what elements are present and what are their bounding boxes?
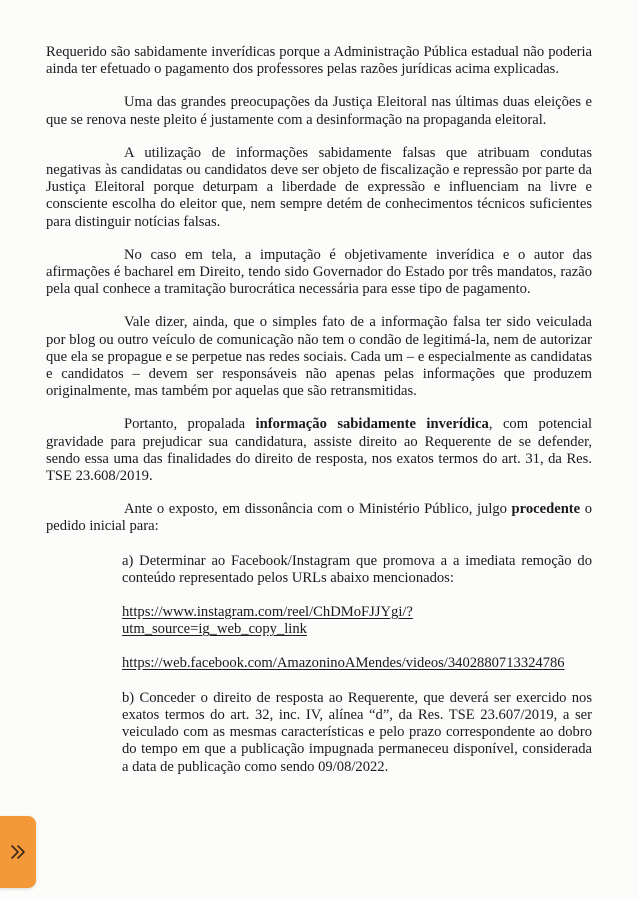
instagram-link-block (122, 604, 592, 638)
paragraph-6 (46, 416, 592, 485)
paragraph-2: Uma das grandes preocupações da Justiça Eleitoral nas últimas duas eleições e que se renova neste pleito é justamente com a desinformação na propaganda eleitoral. (46, 94, 592, 128)
paragraph-3: A utilização de informações sabidamente falsas que atribuam condutas negativas às candidatas ou candidatos deve ser objeto de fiscalização e repressão por parte da Justiça Eleitoral porque deturpam a liberdade de expressão e influenciam na livre e consciente escolha do eleitor que, nem sempre detém de conhecimentos técnicos suficientes para distinguir notícias falsas. (46, 144, 592, 230)
paragraph-6-text-end: , com potencial gravidade para prejudicar sua candidatura, assiste direito ao Requerente de se defender, sendo essa uma das finalidades do direito de resposta, nos exatos termos do art. 31, da Res. TSE 23.608/2019. (46, 416, 593, 485)
paragraph-7 (46, 501, 592, 535)
document-body (46, 44, 592, 776)
paragraph-5: Vale dizer, ainda, que o simples fato de a informação falsa ter sido veiculada por blog ou outro veículo de comunicação não tem o condão de legitimá-la, nem de autorizar que ela se propague e se perpetue nas redes sociais. Cada um – e especialmente as candidatas e candidatos – devem ser responsáveis não apenas pelas informações que produzem originalmente, mas também por aquelas que são retransmitidas. (46, 314, 592, 400)
paragraph-1: Requerido são sabidamente inverídicas porque a Administração Pública estadual não poderia ainda ter efetuado o pagamento dos professores pelas razões jurídicas acima explicadas. (46, 44, 592, 78)
instagram-link-line-2: utm_source=ig_web_copy_link (122, 621, 307, 638)
double-chevron-right-icon (9, 843, 27, 861)
instagram-link-line-1: https://www.instagram.com/reel/ChDMoFJJYgi/? (122, 604, 413, 621)
instagram-link[interactable] (122, 604, 413, 637)
paragraph-6-text-start: Portanto, propalada (124, 416, 256, 433)
paragraph-7-text-start: Ante o exposto, em dissonância com o Ministério Público, julgo (124, 501, 512, 518)
facebook-link-block (122, 655, 592, 672)
order-item-a: a) Determinar ao Facebook/Instagram que promova a a imediata remoção do conteúdo representado pelos URLs abaixo mencionados: (122, 552, 592, 586)
paragraph-7-text-end: o pedido inicial para: (46, 501, 592, 535)
order-item-b: b) Conceder o direito de resposta ao Requerente, que deverá ser exercido nos exatos termos do art. 32, inc. IV, alínea “d”, da Res. TSE 23.607/2019, a ser veiculado com as mesmas características e pelo prazo correspondente ao dobro do tempo em que a publicação impugnada permaneceu disponível, considerada a data de publicação como sendo 09/08/2022. (122, 689, 592, 775)
facebook-link[interactable]: https://web.facebook.com/AmazoninoAMendes/videos/3402880713324786 (122, 655, 565, 672)
order-items-b (122, 690, 592, 776)
next-page-button[interactable] (0, 816, 36, 888)
paragraph-4: No caso em tela, a imputação é objetivamente inverídica e o autor das afirmações é bacharel em Direito, tendo sido Governador do Estado por três mandatos, razão pela qual conhece a tramitação burocrática necessária para esse tipo de pagamento. (46, 246, 592, 298)
paragraph-7-emphasis: procedente (511, 501, 581, 518)
paragraph-6-emphasis: informação sabidamente inverídica (255, 416, 489, 433)
order-items (122, 553, 592, 587)
